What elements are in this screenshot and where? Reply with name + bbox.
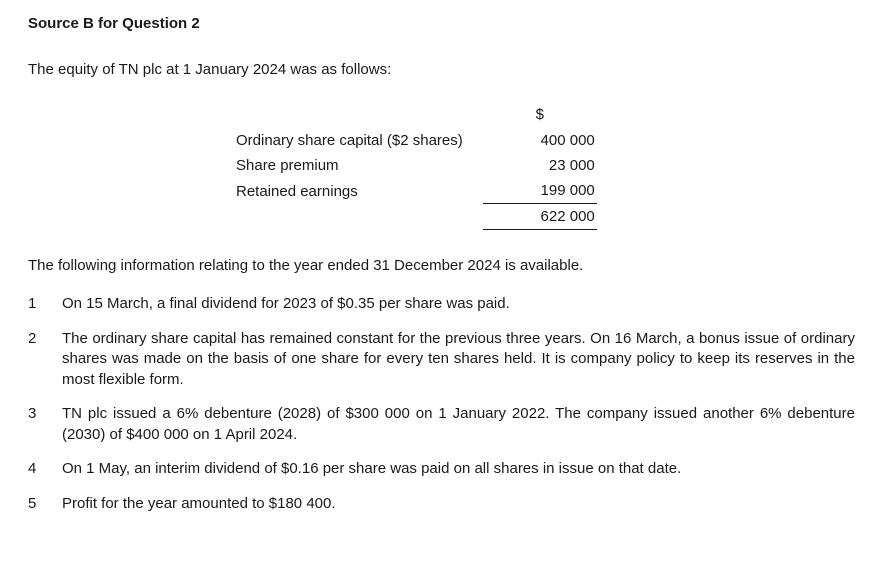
note-text: TN plc issued a 6% debenture (2028) of $300 000 on 1 January 2022. The company issued another 6% debenture (2030) of $400 000 on 1 April 2024. [62,405,855,443]
notes-list [28,294,857,514]
equity-row-label: Ordinary share capital ($2 shares) [236,132,463,149]
list-item [28,459,857,480]
note-text: On 15 March, a final dividend for 2023 of $0.35 per share was paid. [62,295,510,312]
following-information-line: The following information relating to the year ended 31 December 2024 is available. [28,257,584,274]
page-title: Source B for Question 2 [28,15,200,32]
note-number: 2 [28,329,37,347]
equity-table [236,104,597,230]
table-row-currency-header [236,104,597,128]
list-item [28,329,857,391]
equity-row-label: Share premium [236,157,339,174]
note-text: The ordinary share capital has remained constant for the previous three years. On 16 March, a bonus issue of ordinary shares was made on the basis of one share for every ten shares held. It is company policy to keep its reserves in the most flexible form. [62,329,855,388]
table-row-total [236,204,597,230]
table-row [236,178,597,204]
note-number: 1 [28,295,37,312]
currency-symbol-header: $ [535,106,544,123]
intro-paragraph: The equity of TN plc at 1 January 2024 was as follows: [28,61,392,78]
note-number: 4 [28,460,37,477]
list-item [28,294,857,315]
equity-row-amount: 23 000 [548,157,595,174]
note-number: 3 [28,405,37,422]
equity-total-label [236,204,483,230]
equity-row-label: Retained earnings [236,182,358,200]
equity-row-amount: 199 000 [483,178,597,204]
equity-total-amount: 622 000 [483,204,597,230]
note-text: Profit for the year amounted to $180 400. [62,494,336,512]
currency-header-spacer [236,104,483,128]
list-item [28,404,857,445]
equity-row-amount: 400 000 [540,132,595,149]
list-item [28,494,857,515]
note-number: 5 [28,494,37,512]
table-row [236,128,597,153]
note-text: On 1 May, an interim dividend of $0.16 per share was paid on all shares in issue on that date. [62,460,682,477]
table-row [236,153,597,178]
